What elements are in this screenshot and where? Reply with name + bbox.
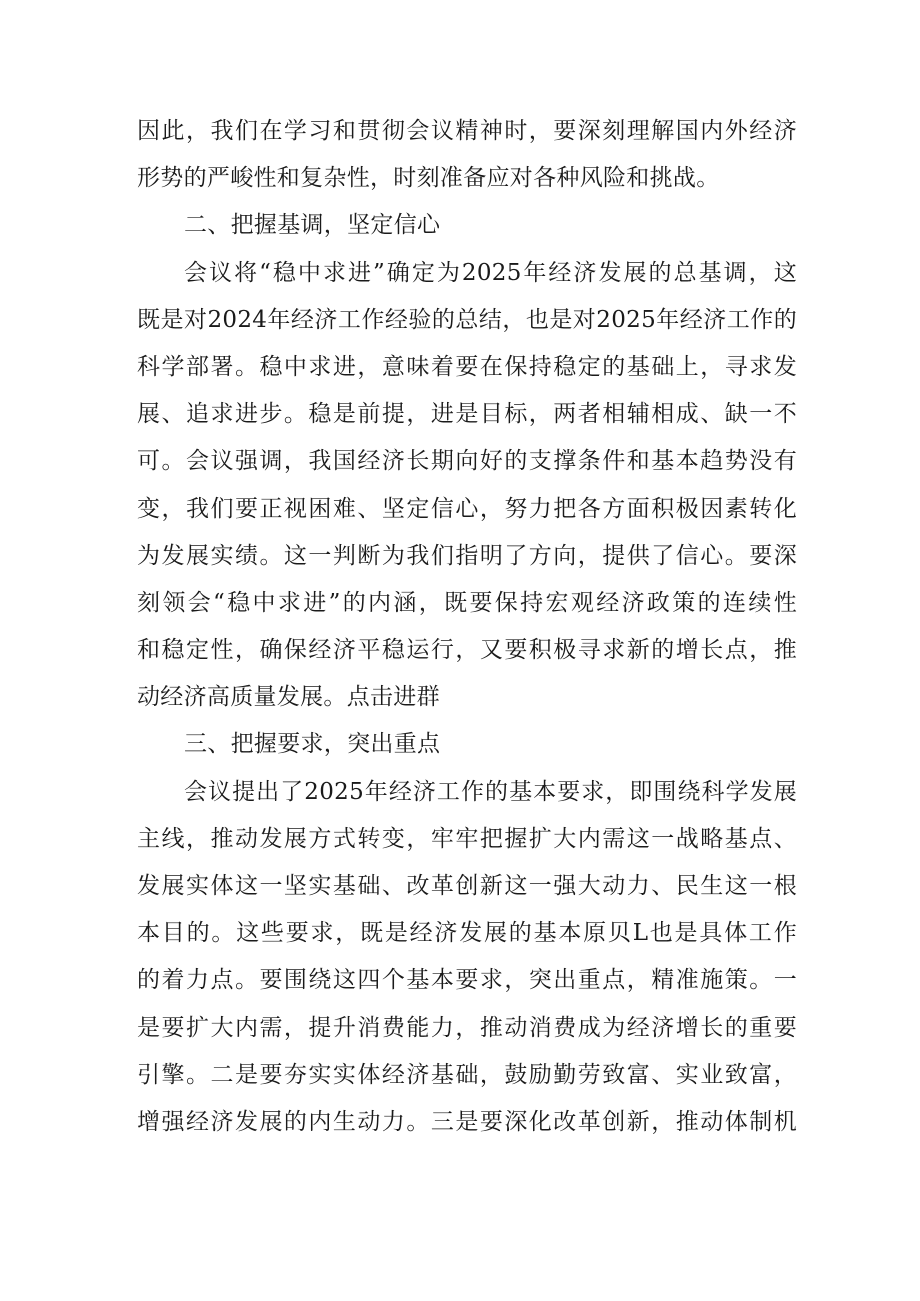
text-line: 会议提出了2025年经济工作的基本要求，即围绕科学发展 <box>184 778 797 805</box>
text-line: 主线，推动发展方式转变，牢牢把握扩大内需这一战略基点、 <box>137 825 797 852</box>
text-line: 可。会议强调，我国经济长期向好的支撑条件和基本趋势没有 <box>137 448 797 475</box>
section-heading: 三、把握要求，突出重点 <box>184 731 441 758</box>
section-heading: 二、把握基调，坚定信心 <box>184 212 441 239</box>
text-line: 展、追求进步。稳是前提，进是目标，两者相辅相成、缺一不 <box>137 401 797 428</box>
text-line: 因此，我们在学习和贯彻会议精神时，要深刻理解国内外经济 <box>137 118 797 144</box>
text-line: 会议将“稳中求进”确定为2025年经济发展的总基调，这 <box>184 259 797 286</box>
text-line: 增强经济发展的内生动力。三是要深化改革创新，推动体制机 <box>137 1108 797 1135</box>
text-line: 的着力点。要围绕这四个基本要求，突出重点，精准施策。一 <box>137 967 797 994</box>
text-line: 和稳定性，确保经济平稳运行，又要积极寻求新的增长点，推 <box>137 637 797 664</box>
text-line: 科学部署。稳中求进，意味着要在保持稳定的基础上，寻求发 <box>137 353 797 380</box>
text-line: 引擎。二是要夯实实体经济基础，鼓励勤劳致富、实业致富， <box>137 1061 797 1088</box>
text-line: 本目的。这些要求，既是经济发展的基本原贝L也是具体工作 <box>137 920 797 947</box>
text-line: 为发展实绩。这一判断为我们指明了方向，提供了信心。要深 <box>137 542 797 569</box>
text-line: 刻领会“稳中求进”的内涵，既要保持宏观经济政策的连续性 <box>137 589 797 616</box>
text-line: 是要扩大内需，提升消费能力，推动消费成为经济增长的重要 <box>137 1014 797 1041</box>
text-line: 动经济高质量发展。点击进群 <box>137 684 440 711</box>
text-line: 既是对2024年经济工作经验的总结，也是对2025年经济工作的 <box>137 306 797 333</box>
text-line: 发展实体这一坚实基础、改革创新这一强大动力、民生这一根 <box>137 873 797 899</box>
document-body <box>137 108 797 1146</box>
text-line: 形势的严峻性和复杂性，时刻准备应对各种风险和挑战。 <box>137 165 720 192</box>
text-line: 变，我们要正视困难、坚定信心，努力把各方面积极因素转化 <box>137 495 797 522</box>
